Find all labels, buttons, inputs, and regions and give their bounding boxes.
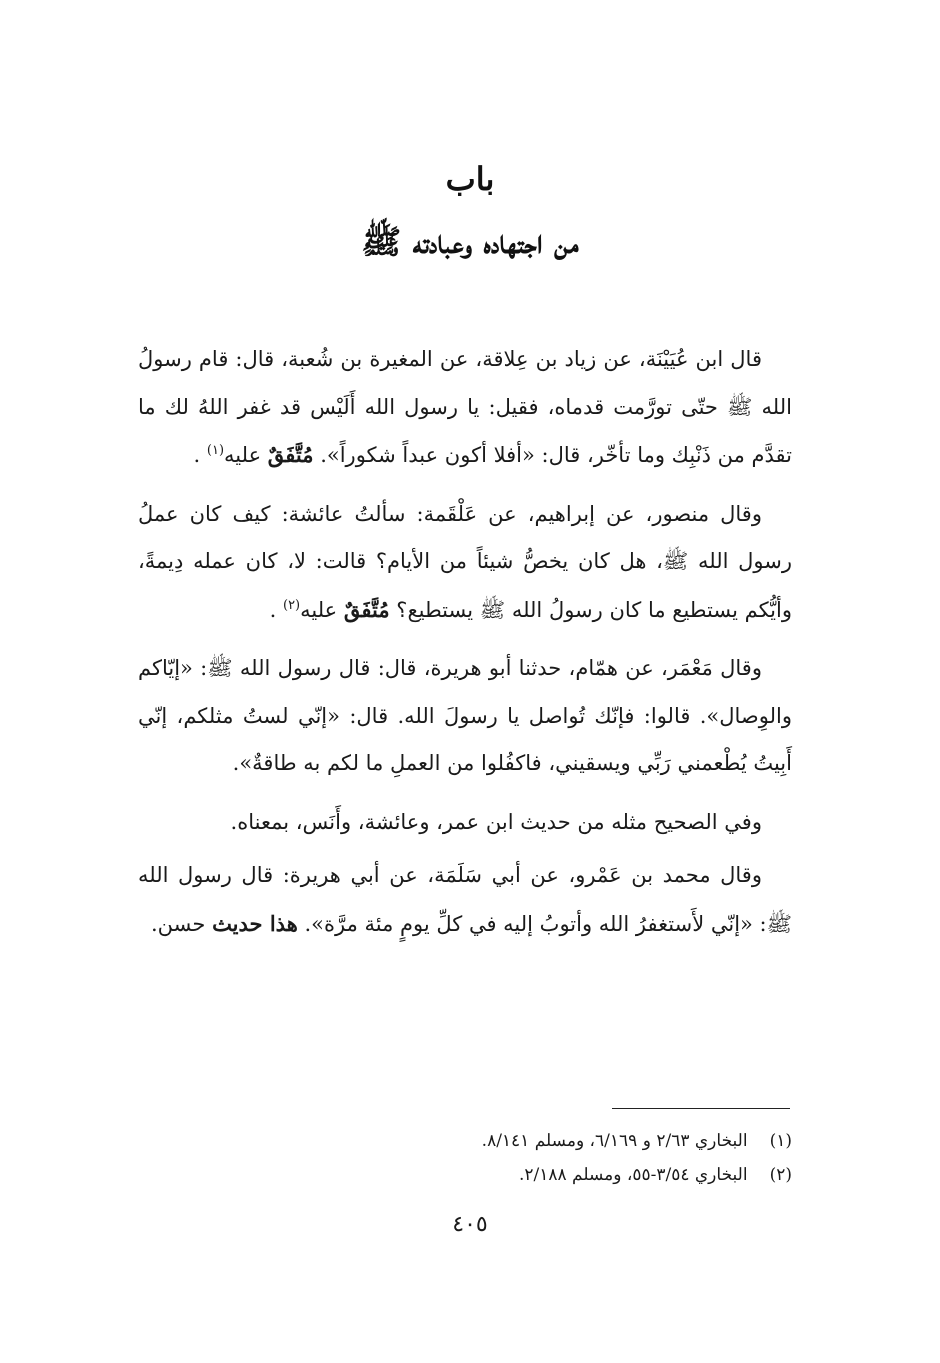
paragraph-end: .	[269, 597, 283, 622]
footnote-ref: (١)	[206, 443, 225, 458]
footnote-divider	[612, 1108, 790, 1109]
footnote-ref: (٢)	[282, 597, 301, 613]
footnote-2	[300, 1158, 792, 1192]
footnote-number: (١)	[769, 1131, 792, 1151]
paragraph-5	[138, 852, 792, 948]
paragraph-text: وقال محمد بن عَمْرو، عن أبي سَلَمَة، عن أبي هريرة: قال رسول الله ﷺ: «إنّي لأَستغفرُ الله وأتوبُ إليه في كلِّ يومٍ مئة مرَّة».	[138, 863, 792, 936]
paragraph-2	[138, 491, 792, 635]
footnote-text: البخاري ٢/٦٣ و ٦/١٦٩، ومسلم ٨/١٤١.	[481, 1131, 748, 1151]
paragraph-tail: حسن.	[151, 911, 213, 936]
hadith-source: مُتَّفَقٌ	[343, 596, 390, 622]
paragraph-3	[138, 645, 792, 788]
footnote-number: (٢)	[769, 1165, 792, 1185]
chapter-heading: باب	[445, 160, 495, 198]
paragraph-text: وقال منصور، عن إبراهيم، عن عَلْقَمة: سألتُ عائشة: كيف كان عملُ رسول الله ﷺ، هل كان يخصُّ شيئاً من الأيام؟ قالت: لا، كان عمله دِيمةً، وأيُّكم يستطيع ما كان رسولُ الله ﷺ يستطيع؟	[138, 501, 792, 622]
paragraph-end: .	[193, 443, 207, 467]
hadith-grading: هذا حديث	[212, 910, 298, 936]
paragraph-text: قال ابن عُيَيْنَة، عن زياد بن عِلاقة، عن المغيرة بن شُعبة، قال: قام رسولُ الله ﷺ حتّى تورَّمت قدماه، فقيل: يا رسول الله أَلَيْس قد غفر اللهُ لك ما تقدَّم من ذَنْبِك وما تأخّر، قال: «أفلا أكون عبداً شكوراً».	[138, 347, 792, 467]
paragraph-4	[138, 799, 792, 847]
paragraph-text: وقال مَعْمَر، عن همّام، حدثنا أبو هريرة، قال: قال رسول الله ﷺ: «إيّاكم والوِصال». قالوا: فإنّك تُواصل يا رسولَ الله. قال: «إنّي لستُ مثلكم، إنّي أَبِيتُ يُطْعمني رَبِّي ويسقيني، فاكفُلوا من العملِ ما لكم به طاقةٌ».	[138, 656, 792, 775]
footnote-text: البخاري ٣/٥٤-٥٥، ومسلم ٢/١٨٨.	[518, 1165, 748, 1185]
page-number: ٤٠٥	[452, 1212, 488, 1237]
footnote-1	[300, 1124, 792, 1158]
paragraph-1	[138, 336, 792, 480]
paragraph-text: وفي الصحيح مثله من حديث ابن عمر، وعائشة، وأَنَس، بمعناه.	[230, 809, 762, 834]
paragraph-tail: عليه	[300, 597, 344, 622]
paragraph-tail: عليه	[224, 443, 268, 467]
main-text	[138, 336, 792, 959]
hadith-source: مُتَّفَقٌ	[267, 442, 314, 467]
footnotes	[300, 1124, 792, 1192]
chapter-subheading: من اجتهاده وعبادته ﷺ	[361, 222, 579, 261]
